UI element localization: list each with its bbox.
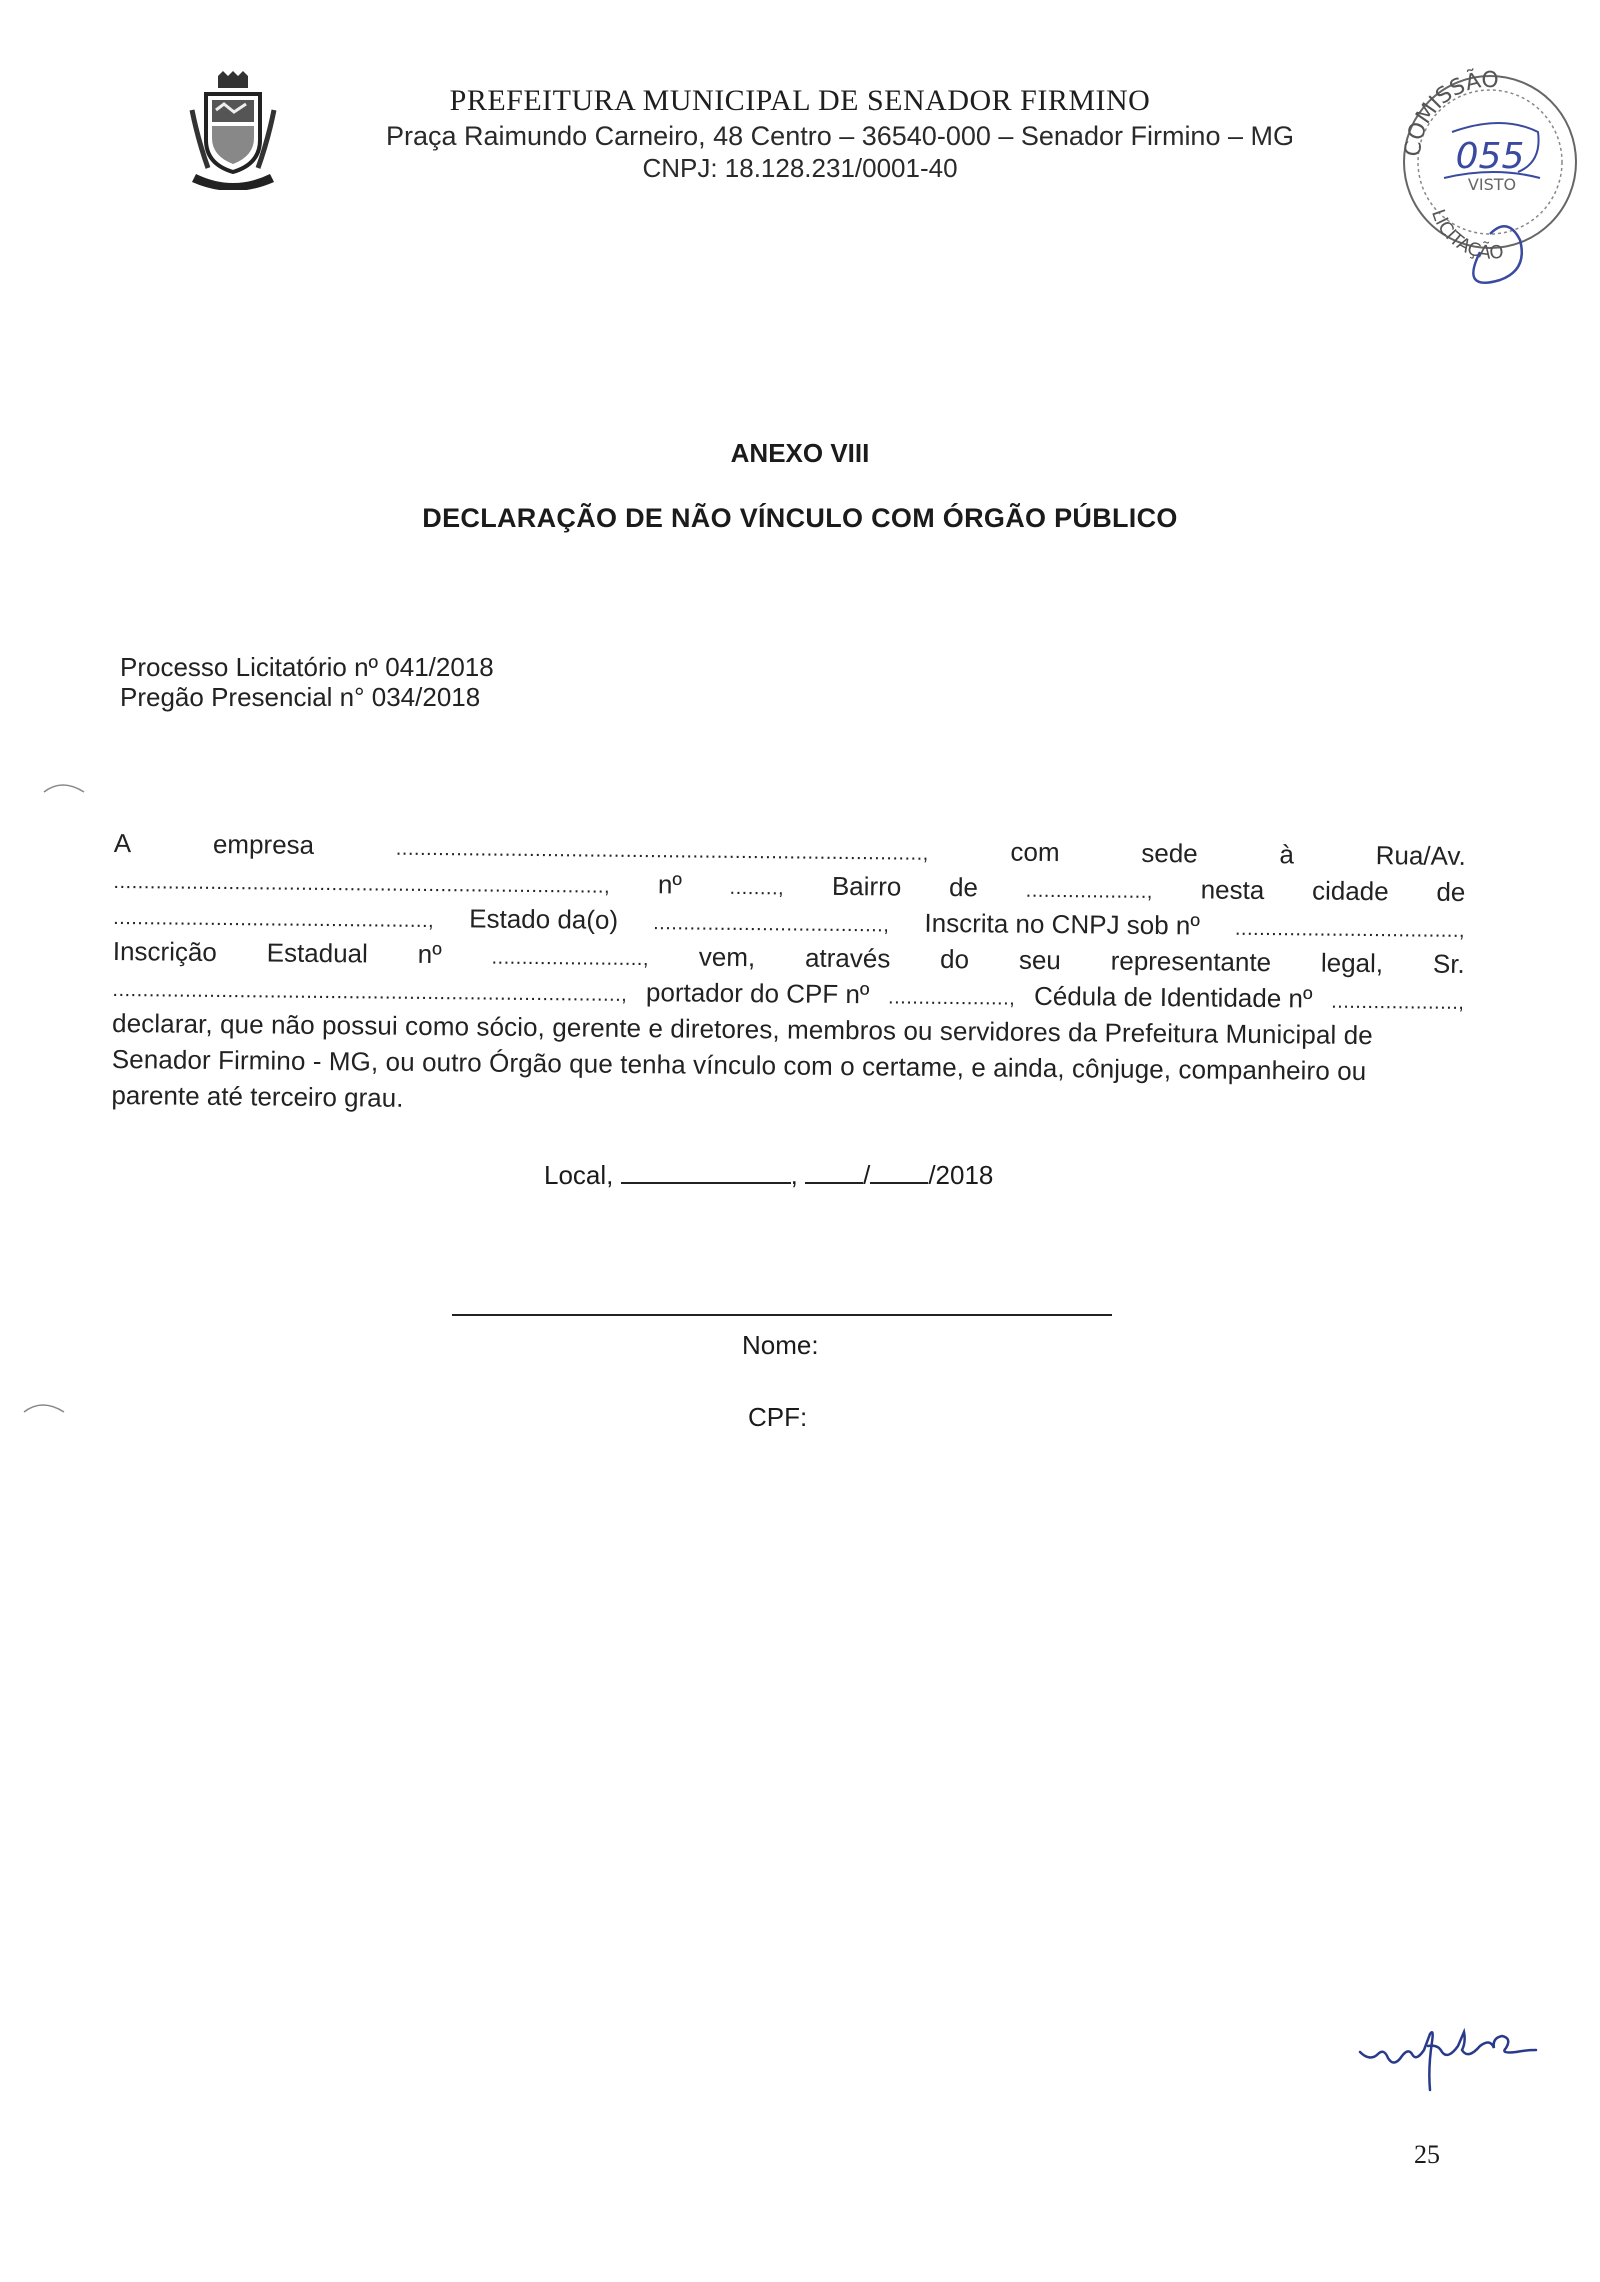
- body-line-4: Inscrição Estadual nº ........................., vem, através do seu representante legal, Sr.: [112, 935, 1465, 979]
- blank-local: [621, 1160, 791, 1184]
- blank-representative: ....................................................................................,: [112, 978, 628, 1006]
- blank-month: [870, 1160, 928, 1184]
- declaration-title: DECLARAÇÃO DE NÃO VÍNCULO COM ÓRGÃO PÚBLICO: [422, 503, 1178, 533]
- body-line-3: ...................................................., Estado da(o) ......................................, Inscrita no CNPJ sob nº .....................................,: [113, 903, 1466, 942]
- scan-mark: [40, 776, 90, 796]
- pregao-number: Pregão Presencial n° 034/2018: [120, 682, 481, 712]
- blank-district: ....................,: [1025, 879, 1153, 903]
- blank-day: [805, 1160, 863, 1184]
- blank-state-registration: .........................,: [491, 946, 650, 971]
- body-line-5: ...................................................................................., portador do CPF nº ...................., Cédula de Identidade nº .....................,: [112, 977, 1465, 1014]
- declaration-body: [111, 828, 1466, 1129]
- body-line-7: Senador Firmino - MG, ou outro Órgão que tenha vínculo com o certame, e ainda, cônjuge, companheiro ou: [111, 1043, 1367, 1087]
- blank-cpf: ....................,: [887, 986, 1016, 1010]
- page-number: 25: [1414, 2140, 1440, 2169]
- body-line-1: A empresa ......................................................................................., com sede à Rua/Av.: [113, 828, 1466, 871]
- handwritten-initials: [1354, 2022, 1554, 2112]
- processo-number: Processo Licitatório nº 041/2018: [120, 652, 494, 682]
- body-line-6: declarar, que não possui como sócio, gerente e diretores, membros ou servidores da Prefeitura Municipal de: [111, 1007, 1373, 1051]
- stamp-top-text: COMISSÃO: [1400, 67, 1499, 158]
- stamp-bottom-text: LICITAÇÃO: [1427, 206, 1505, 264]
- body-line-8: parente até terceiro grau.: [111, 1079, 404, 1113]
- local-date-line: Local, , / /2018: [544, 1160, 994, 1190]
- letterhead-cnpj: CNPJ: 18.128.231/0001-40: [642, 153, 958, 183]
- stamp-number: 055: [1455, 136, 1525, 177]
- blank-id: .....................,: [1331, 990, 1465, 1014]
- annex-heading: ANEXO VIII: [730, 438, 870, 468]
- blank-number: ........,: [729, 876, 785, 900]
- coat-of-arms-icon: [188, 70, 278, 190]
- signature-line: [452, 1314, 1112, 1316]
- signature-cpf-label: CPF:: [748, 1402, 808, 1432]
- blank-cnpj: .....................................,: [1234, 917, 1466, 942]
- process-references: [120, 652, 494, 712]
- stamp-visto-text: VISTO: [1467, 175, 1517, 194]
- commission-stamp: [1392, 62, 1582, 312]
- blank-city: ....................................................,: [113, 906, 435, 933]
- scan-mark: [20, 1396, 70, 1416]
- blank-state: ......................................,: [653, 912, 890, 937]
- blank-street: .................................................................................,: [113, 870, 611, 898]
- letterhead-address: Praça Raimundo Carneiro, 48 Centro – 36540-000 – Senador Firmino – MG: [386, 121, 1294, 151]
- blank-company-name: .......................................................................................,: [395, 837, 929, 865]
- signature-name-label: Nome:: [742, 1330, 819, 1360]
- body-line-2: ................................................................................., nº ........, Bairro de ...................., nesta cidade de: [113, 869, 1466, 907]
- letterhead-title: PREFEITURA MUNICIPAL DE SENADOR FIRMINO: [449, 84, 1151, 117]
